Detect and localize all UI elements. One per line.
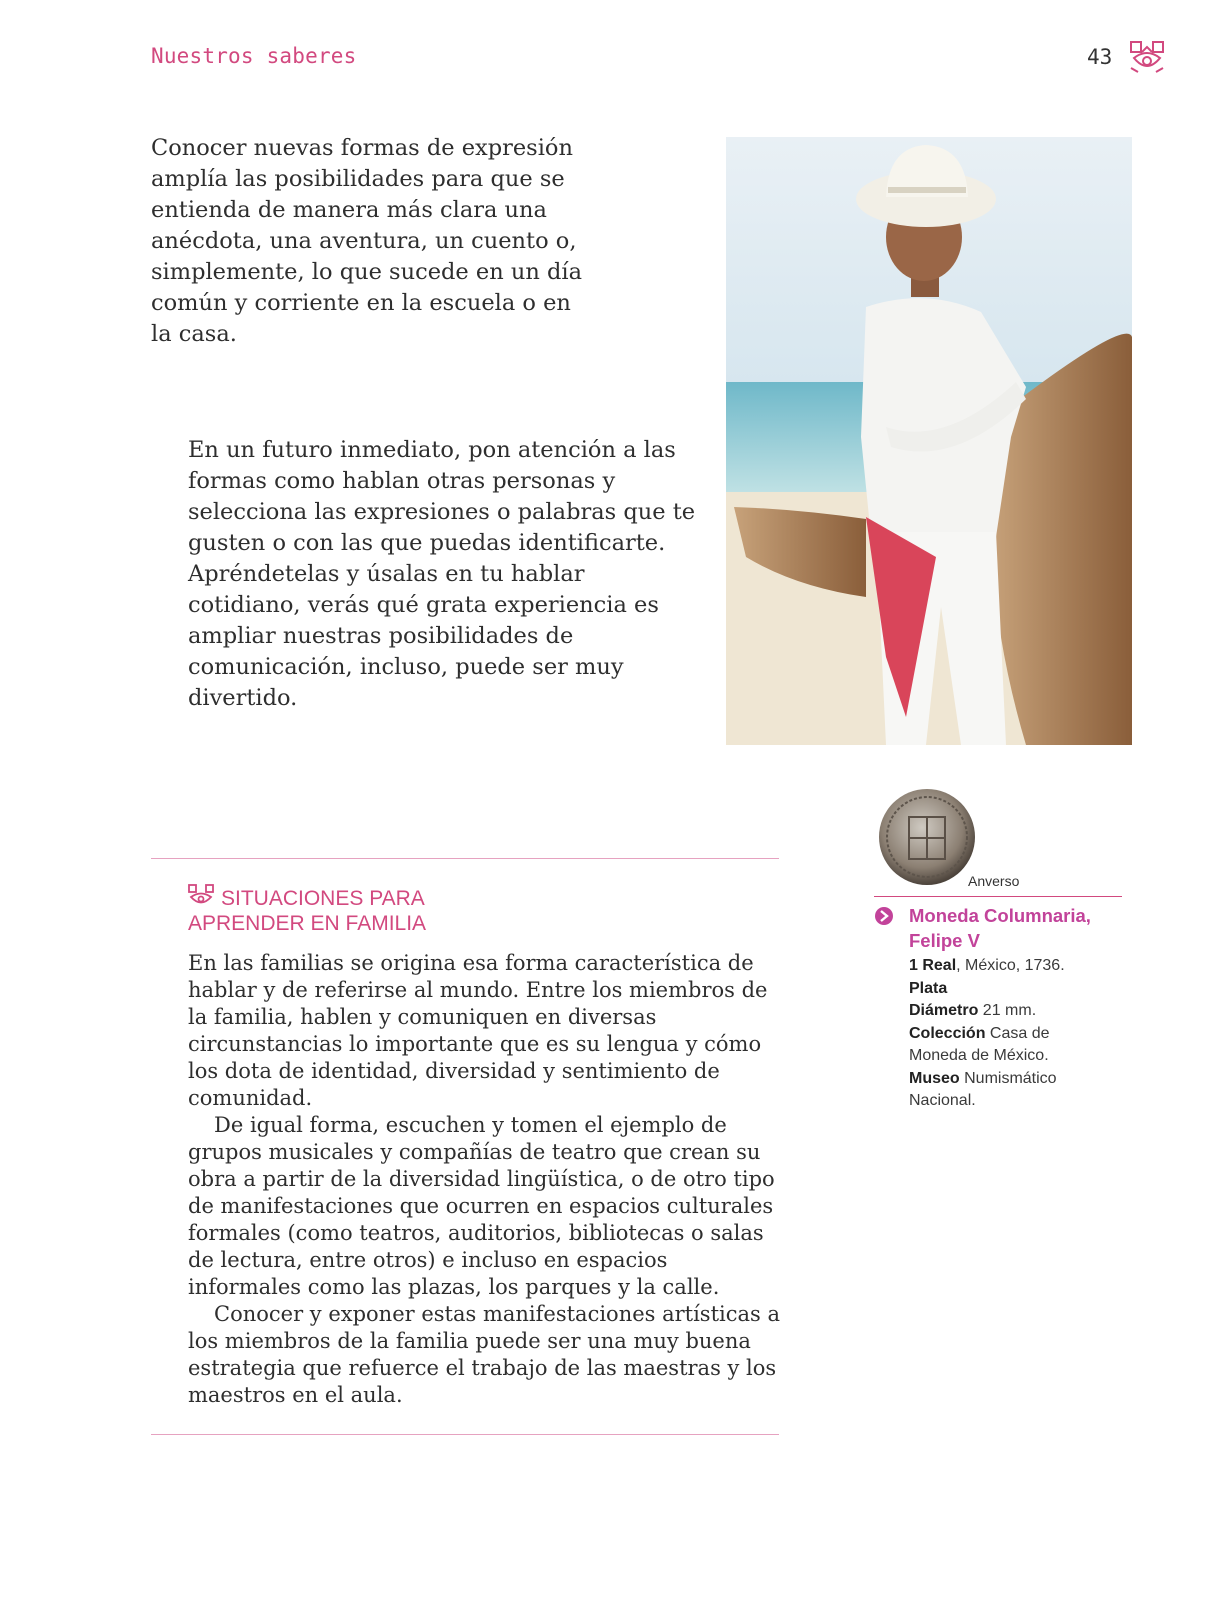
ornament-icon — [1128, 38, 1166, 76]
coin-diameter — [909, 1000, 1109, 1023]
coin-info — [909, 955, 1109, 1113]
coin-denomination-label: 1 Real — [909, 957, 957, 974]
coin-museum-value: Numismático Nacional. — [909, 1069, 1057, 1109]
coin-collection-label: Colección — [909, 1024, 986, 1042]
section-title: Nuestros saberes — [151, 44, 357, 68]
coin-diameter-label: Diámetro — [909, 1002, 979, 1019]
family-heading-line1: SITUACIONES PARA — [221, 887, 425, 910]
section-divider-bottom — [151, 1434, 779, 1435]
coin-museum-label: Museo — [909, 1069, 960, 1087]
coin-museum — [909, 1068, 1109, 1113]
coin-caption: Anverso — [968, 873, 1020, 889]
coin-material-label: Plata — [909, 979, 948, 997]
intro-paragraph: Conocer nuevas formas de expresión amplía las posibilidades para que se entienda de manera más clara una anécdota, una aventura, un cuento o, simplemente, lo que sucede en un día común y corriente en la escuela o en la casa. — [151, 135, 582, 347]
coin-denomination — [909, 955, 1109, 978]
advice-paragraph: En un futuro inmediato, pon atención a las formas como hablan otras personas y selecciona las expresiones o palabras que te gusten o con las que puedas identificarte. Apréndetelas y úsalas en tu hablar cotidiano, verás qué grata experiencia es ampliar nuestras posibilidades de comunicación, incluso, puede ser muy divertido. — [188, 437, 696, 711]
coin-material — [909, 978, 1109, 1001]
family-paragraph-3: Conocer y exponer estas manifestaciones artísticas a los miembros de la familia puede ser una muy buena estrategia que refuerce el trabajo de las maestras y los maestros en el aula. — [188, 1302, 780, 1407]
page-number: 43 — [1087, 45, 1113, 69]
coin-title — [909, 903, 1129, 953]
family-section-heading — [188, 886, 588, 936]
coin-denomination-value: , México, 1736. — [956, 957, 1065, 974]
coin-title-line1: Moneda Columnaria, — [909, 905, 1091, 926]
coin-divider — [874, 896, 1122, 897]
coin-collection — [909, 1023, 1109, 1068]
family-paragraph-2: De igual forma, escuchen y tomen el ejemplo de grupos musicales y compañías de teatro que crean su obra a partir de la diversidad lingüística, o de otro tipo de manifestaciones que ocurren en espacios culturales formales (como teatros, auditorios, bibliotecas o salas de lectura, entre otros) e incluso en espacios informales como las plazas, los parques y la calle. — [188, 1113, 775, 1299]
chevron-right-icon — [874, 906, 894, 926]
family-heading-line2: APRENDER EN FAMILIA — [188, 912, 427, 935]
coin-diameter-value: 21 mm. — [978, 1002, 1037, 1019]
coin-collection-value: Casa de Moneda de México. — [909, 1024, 1050, 1064]
section-divider-top — [151, 858, 779, 859]
family-paragraph-1: En las familias se origina esa forma característica de hablar y de referirse al mundo. Entre los miembros de la familia, hablen y comuniquen en diversas circunstancias lo importante que es su lengua y cómo los dota de identidad, diversidad y sentimiento de comunidad. — [188, 951, 768, 1110]
photo-boy-beach — [726, 137, 1132, 745]
coin-title-line2: Felipe V — [909, 930, 980, 951]
family-body — [188, 950, 783, 1409]
coin-image — [877, 787, 977, 887]
